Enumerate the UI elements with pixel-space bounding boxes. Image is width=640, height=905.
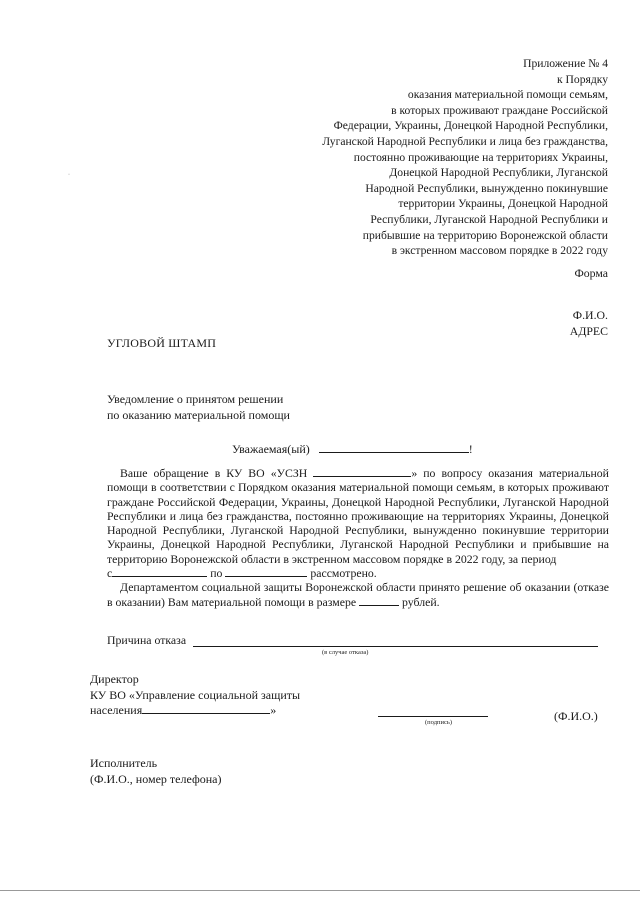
amount-blank	[359, 595, 399, 606]
signature-blank	[378, 716, 488, 717]
body-p1-start: Ваше обращение в КУ ВО «УСЗН	[120, 466, 308, 480]
recipient-block	[570, 308, 608, 339]
appendix-line: Донецкой Народной Республики, Луганской	[389, 166, 608, 180]
form-label: Форма	[574, 266, 608, 280]
greeting-suffix: !	[468, 442, 473, 456]
period-to-blank	[225, 566, 307, 577]
body-p1-end: рассмотрено.	[310, 566, 377, 581]
executor-details: (Ф.И.О., номер телефона)	[90, 771, 222, 786]
appendix-line: Народной Республики, вынужденно покинувшие	[365, 181, 608, 195]
appendix-header	[268, 56, 608, 259]
director-org-line2	[90, 703, 300, 719]
appendix-line: к Порядку	[557, 72, 608, 86]
appendix-line: в экстренном массовом порядке в 2022 году	[391, 244, 608, 258]
executor-block	[90, 756, 221, 787]
period-from-label: с	[107, 566, 113, 581]
notice-title-line2: по оказанию материальной помощи	[107, 407, 290, 422]
director-org-line1: КУ ВО «Управление социальной защиты	[90, 687, 301, 702]
appendix-line: Федерации, Украины, Донецкой Народной Республики,	[333, 119, 608, 133]
margin-mark: ·	[68, 172, 70, 178]
appendix-line: Приложение № 4	[523, 57, 608, 70]
body-paragraph-1	[107, 466, 609, 580]
body-text	[107, 466, 609, 609]
recipient-fio: Ф.И.О.	[572, 308, 608, 322]
signature-caption: (подпись)	[425, 719, 452, 726]
uszn-blank	[313, 466, 411, 477]
notice-title-line1: Уведомление о принятом решении	[107, 392, 284, 406]
director-fio: (Ф.И.О.)	[554, 709, 598, 723]
director-org-end: »	[270, 703, 277, 717]
recipient-address: АДРЕС	[569, 323, 608, 338]
refusal-reason-blank	[193, 646, 598, 647]
appendix-line: прибывшие на территорию Воронежской области	[362, 228, 608, 242]
appendix-line: Республики, Луганской Народной Республики и	[370, 212, 608, 226]
body-p2-start: Департаментом социальной защиты Воронежской области принято решение об оказании (отказе в оказании) Вам материальной помощи в размере	[107, 580, 609, 609]
recipient-name-blank	[319, 442, 469, 453]
greeting-prefix: Уважаемая(ый)	[232, 442, 310, 456]
director-block	[90, 672, 300, 719]
appendix-line: постоянно проживающие на территориях Украины,	[353, 150, 608, 164]
refusal-caption: (в случае отказа)	[322, 649, 369, 656]
period-from-blank	[112, 566, 207, 577]
page-bottom-rule	[0, 890, 640, 891]
refusal-reason-label: Причина отказа	[107, 633, 187, 647]
appendix-line: территории Украины, Донецкой Народной	[398, 197, 608, 211]
body-p2-end: рублей.	[402, 594, 440, 609]
director-title: Директор	[90, 672, 139, 686]
executor-title: Исполнитель	[90, 756, 158, 770]
corner-stamp-label: УГЛОВОЙ ШТАМП	[107, 336, 217, 350]
period-to-label: по	[210, 566, 223, 581]
notice-title	[107, 392, 290, 423]
appendix-line: в которых проживают граждане Российской	[391, 103, 608, 117]
body-paragraph-2	[107, 580, 609, 609]
director-org-blank	[142, 703, 270, 714]
body-p1-mid: » по вопросу оказания материальной помощи в соответствии с Порядком оказания материальной помощи семьям, в которых проживают граждане Российской Федерации, Украины, Донецкой Народной Республики, Луганской Народной Республики и лица без гражданства, постоянно проживающие на территориях Украины, Донецкой Народной Республики, Луганской Народной Республики, вынужденно покинувшие территории Украины, Донецкой Народной Республики, Луганской Народной Республики и прибывшие на территорию Воронежской области в экстренном массовом порядке в 2022 году, за период	[107, 466, 609, 566]
appendix-line: Луганской Народной Республики и лица без гражданства,	[322, 134, 608, 148]
appendix-line: оказания материальной помощи семьям,	[407, 88, 608, 102]
greeting	[232, 442, 473, 457]
director-org-start: населения	[90, 703, 143, 717]
